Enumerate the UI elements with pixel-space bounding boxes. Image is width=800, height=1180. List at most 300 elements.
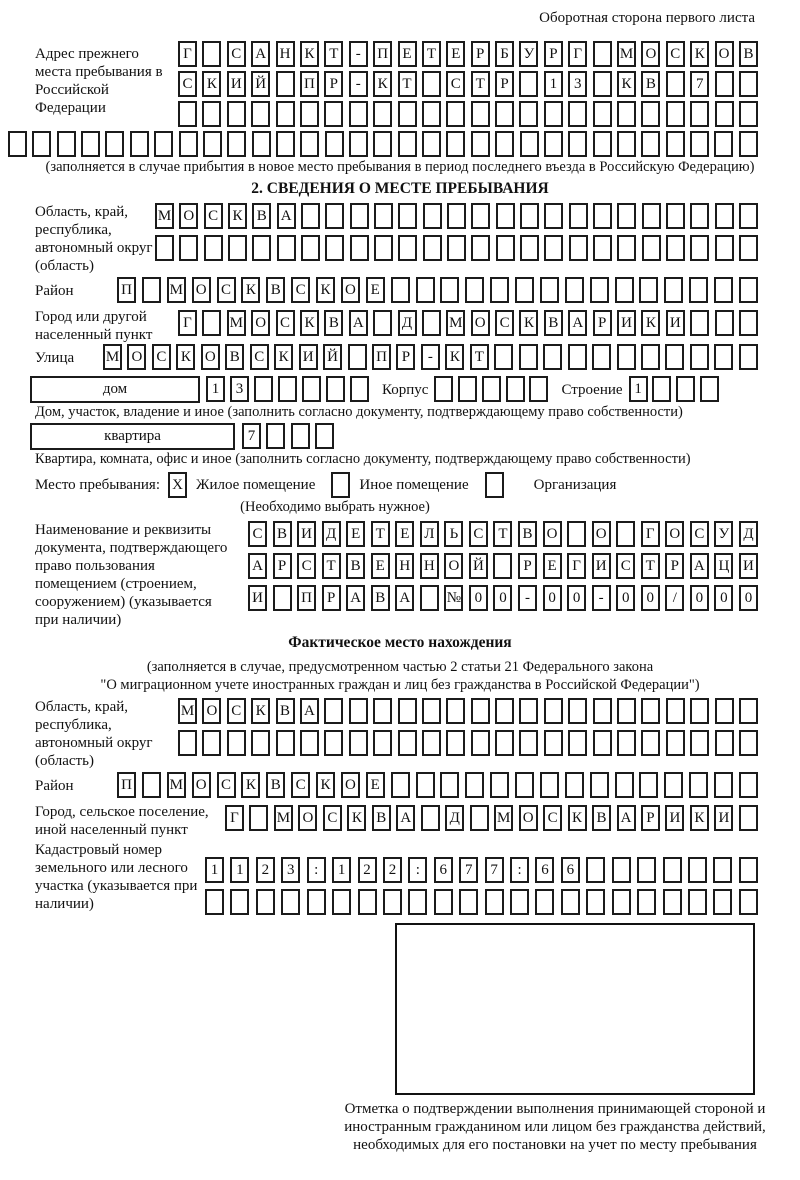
char-box[interactable] (291, 423, 310, 449)
char-box[interactable] (520, 203, 539, 229)
char-box[interactable]: Е (346, 521, 365, 547)
char-box[interactable]: 1 (206, 376, 225, 402)
apartment-type-box[interactable]: квартира (30, 423, 235, 450)
char-box[interactable] (519, 71, 538, 97)
char-box[interactable]: О (341, 772, 360, 798)
char-box[interactable] (471, 698, 490, 724)
char-box[interactable]: И (739, 553, 758, 579)
char-box[interactable]: В (324, 310, 343, 336)
char-box[interactable] (326, 376, 345, 402)
char-box[interactable] (277, 235, 296, 261)
char-box[interactable] (715, 71, 734, 97)
char-box[interactable]: 3 (281, 857, 300, 883)
char-box[interactable]: 3 (230, 376, 249, 402)
char-box[interactable] (446, 131, 465, 157)
char-box[interactable] (568, 101, 587, 127)
char-box[interactable] (565, 772, 584, 798)
char-box[interactable] (227, 730, 246, 756)
char-box[interactable]: / (665, 585, 684, 611)
char-box[interactable] (515, 772, 534, 798)
checkbox-organization[interactable] (485, 472, 504, 498)
char-box[interactable]: А (248, 553, 267, 579)
char-box[interactable]: У (519, 41, 538, 67)
char-box[interactable] (324, 730, 343, 756)
char-box[interactable] (434, 889, 453, 915)
char-box[interactable] (142, 277, 161, 303)
char-box[interactable] (714, 344, 733, 370)
char-box[interactable] (593, 101, 612, 127)
char-box[interactable] (569, 203, 588, 229)
char-box[interactable] (569, 235, 588, 261)
char-box[interactable] (617, 101, 636, 127)
char-box[interactable] (715, 101, 734, 127)
char-box[interactable] (616, 521, 635, 547)
char-box[interactable] (739, 730, 758, 756)
char-box[interactable] (423, 235, 442, 261)
char-box[interactable]: Р (518, 553, 537, 579)
char-box[interactable]: Р (593, 310, 612, 336)
char-box[interactable]: О (543, 521, 562, 547)
char-box[interactable] (446, 101, 465, 127)
char-box[interactable]: Т (493, 521, 512, 547)
char-box[interactable] (496, 235, 515, 261)
char-box[interactable] (666, 698, 685, 724)
char-box[interactable] (540, 772, 559, 798)
char-box[interactable] (593, 71, 612, 97)
char-box[interactable] (350, 203, 369, 229)
char-box[interactable]: № (444, 585, 463, 611)
char-box[interactable] (739, 203, 758, 229)
char-box[interactable]: В (276, 698, 295, 724)
char-box[interactable] (639, 772, 658, 798)
char-box[interactable] (641, 730, 660, 756)
char-box[interactable]: О (444, 553, 463, 579)
char-box[interactable] (202, 730, 221, 756)
char-box[interactable]: Д (322, 521, 341, 547)
char-box[interactable]: Г (178, 310, 197, 336)
char-box[interactable] (666, 730, 685, 756)
char-box[interactable]: О (192, 772, 211, 798)
char-box[interactable]: С (323, 805, 342, 831)
char-box[interactable] (32, 131, 51, 157)
char-box[interactable]: О (251, 310, 270, 336)
char-box[interactable] (179, 131, 198, 157)
char-box[interactable] (590, 772, 609, 798)
char-box[interactable] (690, 698, 709, 724)
char-box[interactable]: Т (641, 553, 660, 579)
char-box[interactable] (202, 310, 221, 336)
char-box[interactable] (496, 203, 515, 229)
char-box[interactable] (617, 131, 636, 157)
char-box[interactable] (422, 101, 441, 127)
char-box[interactable]: С (217, 277, 236, 303)
char-box[interactable] (202, 41, 221, 67)
char-box[interactable]: Т (322, 553, 341, 579)
char-box[interactable]: О (201, 344, 220, 370)
char-box[interactable] (423, 203, 442, 229)
char-box[interactable] (593, 131, 612, 157)
char-box[interactable]: А (349, 310, 368, 336)
char-box[interactable] (178, 101, 197, 127)
char-box[interactable] (612, 889, 631, 915)
char-box[interactable] (612, 857, 631, 883)
char-box[interactable]: В (371, 585, 390, 611)
char-box[interactable] (715, 235, 734, 261)
char-box[interactable] (300, 101, 319, 127)
char-box[interactable]: Р (396, 344, 415, 370)
char-box[interactable]: О (641, 41, 660, 67)
char-box[interactable]: Е (395, 521, 414, 547)
char-box[interactable] (490, 277, 509, 303)
char-box[interactable] (739, 101, 758, 127)
char-box[interactable]: 1 (230, 857, 249, 883)
char-box[interactable]: М (155, 203, 174, 229)
char-box[interactable]: - (592, 585, 611, 611)
char-box[interactable]: О (592, 521, 611, 547)
char-box[interactable]: 1 (332, 857, 351, 883)
char-box[interactable] (690, 730, 709, 756)
char-box[interactable]: 0 (739, 585, 758, 611)
char-box[interactable]: Ц (714, 553, 733, 579)
char-box[interactable]: 0 (714, 585, 733, 611)
char-box[interactable]: С (250, 344, 269, 370)
char-box[interactable] (586, 857, 605, 883)
char-box[interactable]: Е (446, 41, 465, 67)
char-box[interactable]: К (690, 41, 709, 67)
char-box[interactable]: С (152, 344, 171, 370)
char-box[interactable]: С (217, 772, 236, 798)
char-box[interactable]: О (519, 805, 538, 831)
char-box[interactable] (254, 376, 273, 402)
char-box[interactable]: - (421, 344, 440, 370)
char-box[interactable]: К (445, 344, 464, 370)
char-box[interactable] (495, 131, 514, 157)
char-box[interactable]: К (300, 41, 319, 67)
char-box[interactable] (519, 730, 538, 756)
char-box[interactable]: Р (273, 553, 292, 579)
char-box[interactable] (485, 889, 504, 915)
char-box[interactable]: Р (495, 71, 514, 97)
char-box[interactable]: Д (398, 310, 417, 336)
char-box[interactable]: Р (641, 805, 660, 831)
char-box[interactable] (739, 772, 758, 798)
char-box[interactable] (465, 772, 484, 798)
char-box[interactable] (421, 805, 440, 831)
char-box[interactable]: М (446, 310, 465, 336)
char-box[interactable] (586, 889, 605, 915)
char-box[interactable]: М (617, 41, 636, 67)
char-box[interactable] (641, 131, 660, 157)
char-box[interactable]: И (299, 344, 318, 370)
char-box[interactable]: Е (543, 553, 562, 579)
char-box[interactable]: 0 (543, 585, 562, 611)
char-box[interactable]: Д (739, 521, 758, 547)
char-box[interactable] (615, 277, 634, 303)
char-box[interactable] (408, 889, 427, 915)
char-box[interactable] (325, 131, 344, 157)
char-box[interactable]: К (300, 310, 319, 336)
char-box[interactable] (666, 235, 685, 261)
char-box[interactable] (154, 131, 173, 157)
char-box[interactable] (515, 277, 534, 303)
char-box[interactable]: Н (276, 41, 295, 67)
char-box[interactable] (350, 235, 369, 261)
char-box[interactable] (471, 730, 490, 756)
char-box[interactable] (568, 730, 587, 756)
char-box[interactable]: К (316, 277, 335, 303)
char-box[interactable] (374, 203, 393, 229)
char-box[interactable] (519, 101, 538, 127)
char-box[interactable] (690, 310, 709, 336)
char-box[interactable] (544, 730, 563, 756)
char-box[interactable]: К (617, 71, 636, 97)
char-box[interactable]: П (372, 344, 391, 370)
char-box[interactable]: О (298, 805, 317, 831)
char-box[interactable] (739, 131, 758, 157)
char-box[interactable]: М (167, 277, 186, 303)
char-box[interactable] (471, 101, 490, 127)
char-box[interactable]: Л (420, 521, 439, 547)
char-box[interactable] (689, 277, 708, 303)
char-box[interactable]: 7 (485, 857, 504, 883)
char-box[interactable] (276, 101, 295, 127)
char-box[interactable]: С (616, 553, 635, 579)
char-box[interactable]: В (266, 277, 285, 303)
char-box[interactable] (349, 730, 368, 756)
char-box[interactable]: : (307, 857, 326, 883)
char-box[interactable]: В (544, 310, 563, 336)
char-box[interactable] (391, 277, 410, 303)
char-box[interactable] (561, 889, 580, 915)
char-box[interactable]: А (346, 585, 365, 611)
char-box[interactable]: Т (471, 71, 490, 97)
char-box[interactable] (567, 521, 586, 547)
char-box[interactable] (205, 889, 224, 915)
char-box[interactable] (324, 698, 343, 724)
char-box[interactable]: Г (568, 41, 587, 67)
char-box[interactable] (739, 698, 758, 724)
char-box[interactable]: : (408, 857, 427, 883)
char-box[interactable]: 1 (544, 71, 563, 97)
char-box[interactable] (637, 857, 656, 883)
char-box[interactable] (535, 889, 554, 915)
char-box[interactable]: 7 (690, 71, 709, 97)
char-box[interactable]: А (251, 41, 270, 67)
char-box[interactable] (590, 277, 609, 303)
char-box[interactable] (593, 235, 612, 261)
char-box[interactable] (203, 131, 222, 157)
char-box[interactable] (617, 203, 636, 229)
char-box[interactable] (544, 698, 563, 724)
char-box[interactable]: Т (422, 41, 441, 67)
char-box[interactable]: С (297, 553, 316, 579)
house-type-box[interactable]: дом (30, 376, 200, 403)
char-box[interactable] (252, 131, 271, 157)
char-box[interactable] (637, 889, 656, 915)
char-box[interactable] (373, 310, 392, 336)
char-box[interactable] (266, 423, 285, 449)
char-box[interactable] (690, 101, 709, 127)
char-box[interactable]: С (276, 310, 295, 336)
char-box[interactable] (398, 698, 417, 724)
char-box[interactable]: В (346, 553, 365, 579)
char-box[interactable] (276, 71, 295, 97)
char-box[interactable] (446, 730, 465, 756)
char-box[interactable]: В (266, 772, 285, 798)
char-box[interactable]: В (273, 521, 292, 547)
char-box[interactable] (350, 376, 369, 402)
char-box[interactable]: П (297, 585, 316, 611)
char-box[interactable]: К (202, 71, 221, 97)
char-box[interactable]: О (471, 310, 490, 336)
char-box[interactable] (510, 889, 529, 915)
char-box[interactable]: О (127, 344, 146, 370)
char-box[interactable] (689, 772, 708, 798)
char-box[interactable] (714, 772, 733, 798)
char-box[interactable] (568, 698, 587, 724)
char-box[interactable] (349, 131, 368, 157)
checkbox-other-premises[interactable] (331, 472, 350, 498)
char-box[interactable]: Ь (444, 521, 463, 547)
char-box[interactable]: Г (567, 553, 586, 579)
char-box[interactable]: М (103, 344, 122, 370)
char-box[interactable]: П (373, 41, 392, 67)
char-box[interactable]: О (341, 277, 360, 303)
char-box[interactable] (690, 235, 709, 261)
char-box[interactable]: 2 (383, 857, 402, 883)
char-box[interactable] (665, 344, 684, 370)
char-box[interactable]: В (641, 71, 660, 97)
char-box[interactable] (251, 730, 270, 756)
char-box[interactable] (302, 376, 321, 402)
char-box[interactable] (544, 131, 563, 157)
char-box[interactable] (495, 101, 514, 127)
char-box[interactable] (307, 889, 326, 915)
char-box[interactable]: 3 (568, 71, 587, 97)
char-box[interactable]: 7 (242, 423, 261, 449)
char-box[interactable] (593, 203, 612, 229)
char-box[interactable]: А (395, 585, 414, 611)
char-box[interactable] (715, 310, 734, 336)
char-box[interactable] (615, 772, 634, 798)
char-box[interactable] (641, 344, 660, 370)
char-box[interactable] (666, 101, 685, 127)
char-box[interactable]: С (495, 310, 514, 336)
char-box[interactable]: С (291, 277, 310, 303)
char-box[interactable] (256, 889, 275, 915)
char-box[interactable]: Б (495, 41, 514, 67)
char-box[interactable]: И (714, 805, 733, 831)
char-box[interactable] (300, 730, 319, 756)
char-box[interactable] (398, 101, 417, 127)
char-box[interactable]: К (176, 344, 195, 370)
char-box[interactable] (278, 376, 297, 402)
char-box[interactable] (493, 553, 512, 579)
char-box[interactable] (495, 698, 514, 724)
char-box[interactable]: А (300, 698, 319, 724)
char-box[interactable]: М (227, 310, 246, 336)
char-box[interactable]: К (373, 71, 392, 97)
char-box[interactable] (641, 101, 660, 127)
char-box[interactable] (593, 730, 612, 756)
char-box[interactable]: 6 (535, 857, 554, 883)
char-box[interactable] (251, 101, 270, 127)
char-box[interactable]: А (617, 805, 636, 831)
char-box[interactable]: Н (420, 553, 439, 579)
char-box[interactable] (593, 698, 612, 724)
char-box[interactable]: : (510, 857, 529, 883)
char-box[interactable]: М (494, 805, 513, 831)
char-box[interactable]: Г (641, 521, 660, 547)
char-box[interactable]: Р (665, 553, 684, 579)
char-box[interactable] (471, 131, 490, 157)
char-box[interactable] (664, 772, 683, 798)
char-box[interactable] (739, 71, 758, 97)
char-box[interactable] (519, 344, 538, 370)
char-box[interactable]: О (202, 698, 221, 724)
char-box[interactable] (714, 131, 733, 157)
char-box[interactable]: К (519, 310, 538, 336)
char-box[interactable]: Т (398, 71, 417, 97)
char-box[interactable]: С (248, 521, 267, 547)
char-box[interactable]: С (469, 521, 488, 547)
char-box[interactable] (249, 805, 268, 831)
char-box[interactable]: С (178, 71, 197, 97)
char-box[interactable]: К (274, 344, 293, 370)
char-box[interactable]: С (204, 203, 223, 229)
char-box[interactable] (349, 698, 368, 724)
char-box[interactable]: И (227, 71, 246, 97)
char-box[interactable]: О (179, 203, 198, 229)
char-box[interactable] (276, 131, 295, 157)
char-box[interactable] (398, 131, 417, 157)
char-box[interactable] (520, 235, 539, 261)
char-box[interactable] (81, 131, 100, 157)
char-box[interactable] (391, 772, 410, 798)
char-box[interactable] (315, 423, 334, 449)
char-box[interactable]: Р (322, 585, 341, 611)
char-box[interactable] (325, 235, 344, 261)
char-box[interactable]: О (192, 277, 211, 303)
char-box[interactable]: Е (371, 553, 390, 579)
char-box[interactable]: - (518, 585, 537, 611)
char-box[interactable]: В (372, 805, 391, 831)
char-box[interactable] (713, 889, 732, 915)
char-box[interactable]: 6 (561, 857, 580, 883)
char-box[interactable] (178, 730, 197, 756)
char-box[interactable] (458, 376, 477, 402)
char-box[interactable] (663, 889, 682, 915)
char-box[interactable] (544, 235, 563, 261)
char-box[interactable] (739, 889, 758, 915)
char-box[interactable]: М (274, 805, 293, 831)
char-box[interactable] (349, 101, 368, 127)
char-box[interactable] (202, 101, 221, 127)
char-box[interactable] (273, 585, 292, 611)
char-box[interactable] (715, 730, 734, 756)
char-box[interactable] (459, 889, 478, 915)
char-box[interactable] (652, 376, 671, 402)
char-box[interactable] (617, 730, 636, 756)
char-box[interactable]: А (277, 203, 296, 229)
char-box[interactable] (663, 857, 682, 883)
char-box[interactable] (700, 376, 719, 402)
char-box[interactable] (715, 203, 734, 229)
char-box[interactable]: С (446, 71, 465, 97)
char-box[interactable] (568, 131, 587, 157)
char-box[interactable] (398, 235, 417, 261)
char-box[interactable]: 0 (493, 585, 512, 611)
